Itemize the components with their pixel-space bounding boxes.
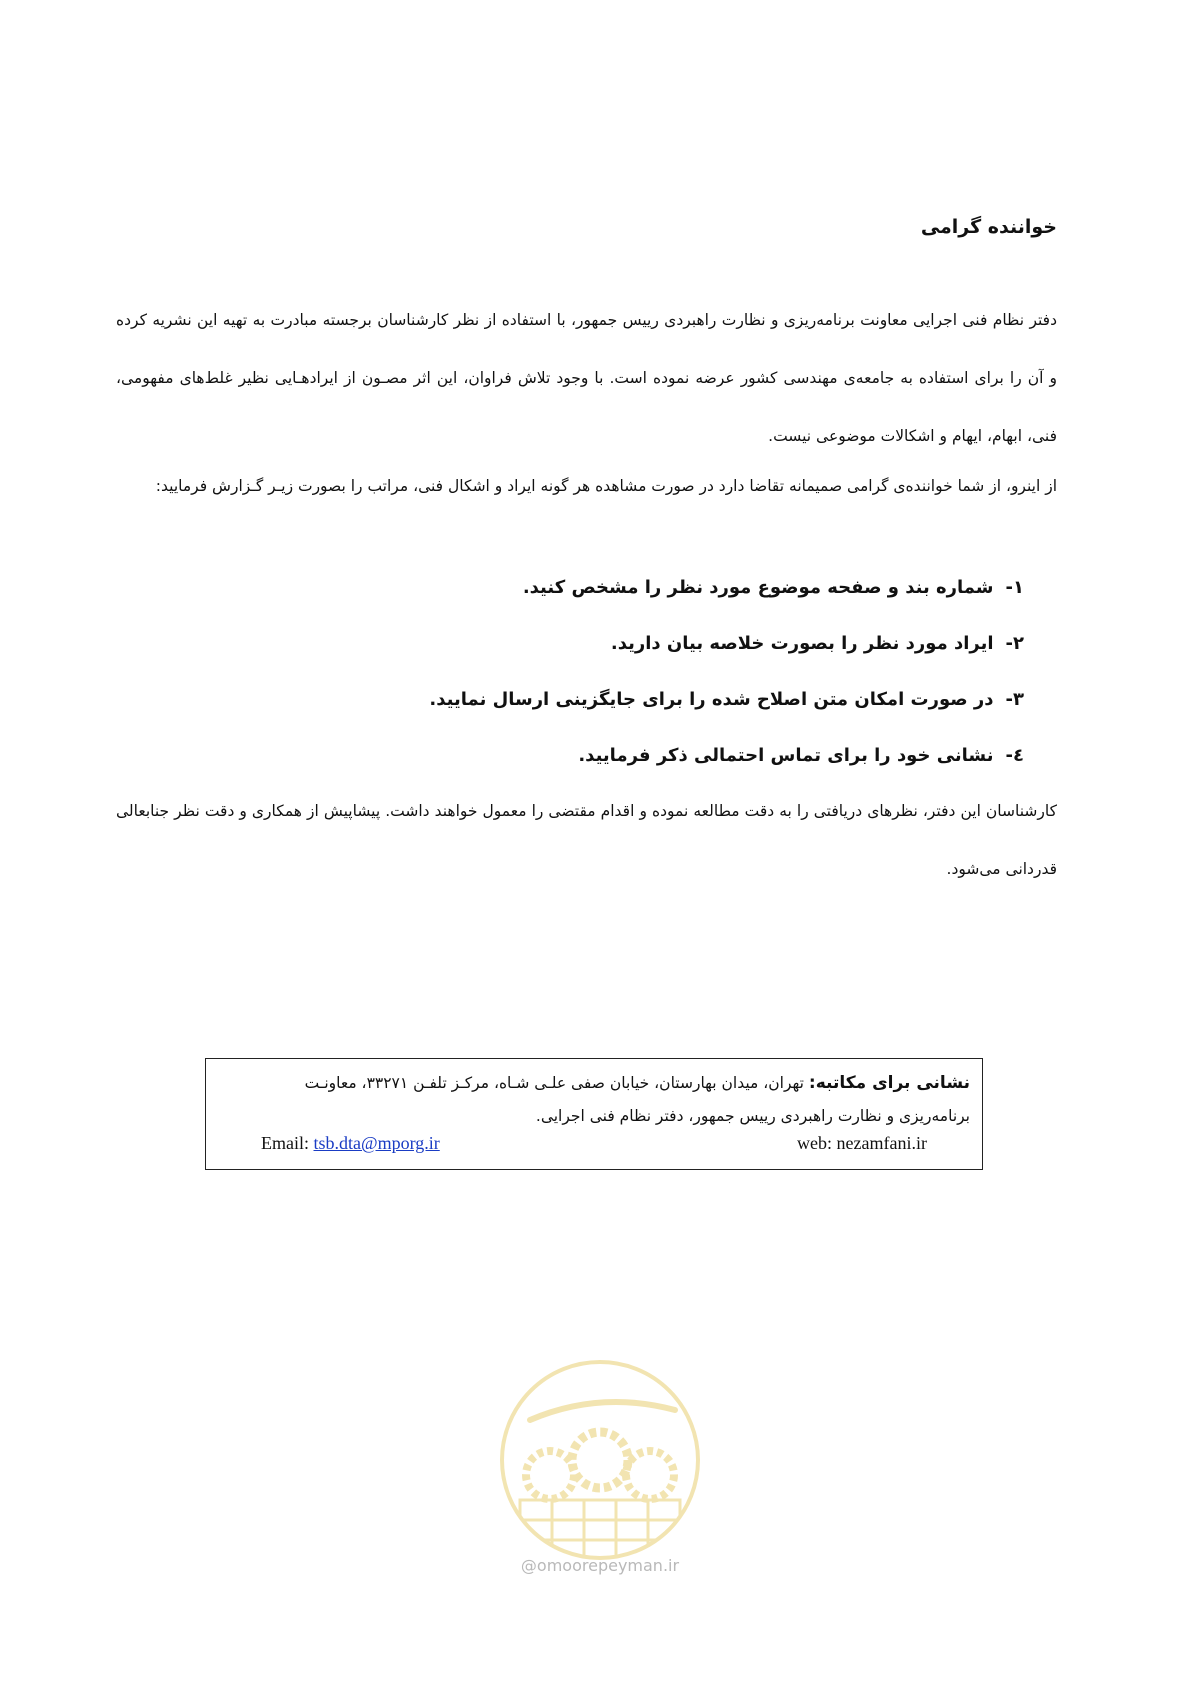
instruction-number: ٤- — [1005, 745, 1024, 766]
contact-address-line — [218, 1067, 970, 1100]
gear-icon — [626, 1451, 674, 1499]
web-address: nezamfani.ir — [836, 1133, 927, 1153]
watermark-caption: @omoorepeyman.ir — [520, 1556, 680, 1575]
instruction-number: ۱- — [1005, 577, 1024, 598]
page-heading: خواننده گرامی — [920, 216, 1057, 238]
web-entry — [797, 1133, 927, 1154]
intro-paragraph: دفتر نظام فنی اجرایی معاونت برنامه‌ریزی و نظارت راهبردی رییس جمهور، با استفاده از نظر کارشناسان برجسته مبادرت به تهیه این نشریه کرده و آن را برای استفاده به جامعه‌ی مهندسی کشور عرضه نموده است. با وجود تلاش فراوان، این اثر مصـون از ایرادهـایی نظیر غلط‌های مفهومی، فنی، ابهام، ایهام و اشکالات موضوعی نیست. — [116, 311, 1057, 445]
instruction-text: در صورت امکان متن اصلاح شده را برای جایگزینی ارسال نمایید. — [429, 689, 994, 710]
instruction-list — [429, 560, 1024, 784]
contact-address-line — [218, 1100, 970, 1133]
watermark-swoosh — [530, 1402, 675, 1420]
instruction-item — [429, 616, 1024, 672]
instruction-text: نشانی خود را برای تماس احتمالی ذکر فرمایید. — [578, 745, 994, 766]
email-link[interactable]: tsb.dta@mporg.ir — [313, 1133, 440, 1153]
contact-address: برنامه‌ریزی و نظارت راهبردی رییس جمهور، دفتر نظام فنی اجرایی. — [535, 1107, 970, 1125]
email-entry — [261, 1133, 440, 1154]
instruction-item — [429, 672, 1024, 728]
instruction-text: ایراد مورد نظر را بصورت خلاصه بیان دارید. — [610, 633, 994, 654]
gear-icon — [572, 1432, 628, 1488]
email-label: Email: — [261, 1133, 309, 1153]
contact-box — [205, 1058, 983, 1170]
instruction-number: ۲- — [1005, 633, 1024, 654]
instruction-item — [429, 728, 1024, 784]
contact-address: تهران، میدان بهارستان، خیابان صفی علـی شـاه، مرکـز تلفـن ۳۳۲۷۱، معاونـت — [304, 1074, 804, 1092]
watermark-logo — [490, 1350, 710, 1570]
contact-label: نشانی برای مکاتبه: — [808, 1073, 970, 1093]
contact-links — [261, 1133, 927, 1161]
closing-paragraph: کارشناسان این دفتر، نظرهای دریافتی را به دقت مطالعه نموده و اقدام مقتضی را معمول خواهند داشت. پیشاپیش از همکاری و دقت نظر جنابعالی قدردانی می‌شود. — [116, 802, 1057, 878]
web-label: web: — [797, 1133, 833, 1153]
gear-icon — [526, 1451, 574, 1499]
instruction-number: ۳- — [1005, 689, 1024, 710]
instruction-text: شماره بند و صفحه موضوع مورد نظر را مشخص کنید. — [522, 577, 994, 598]
instruction-item — [429, 560, 1024, 616]
request-paragraph: از اینرو، از شما خواننده‌ی گرامی صمیمانه تقاضا دارد در صورت مشاهده هر گونه ایراد و اشکال فنی، مراتب را بصورت زیـر گـزارش فرمایید: — [155, 477, 1057, 495]
